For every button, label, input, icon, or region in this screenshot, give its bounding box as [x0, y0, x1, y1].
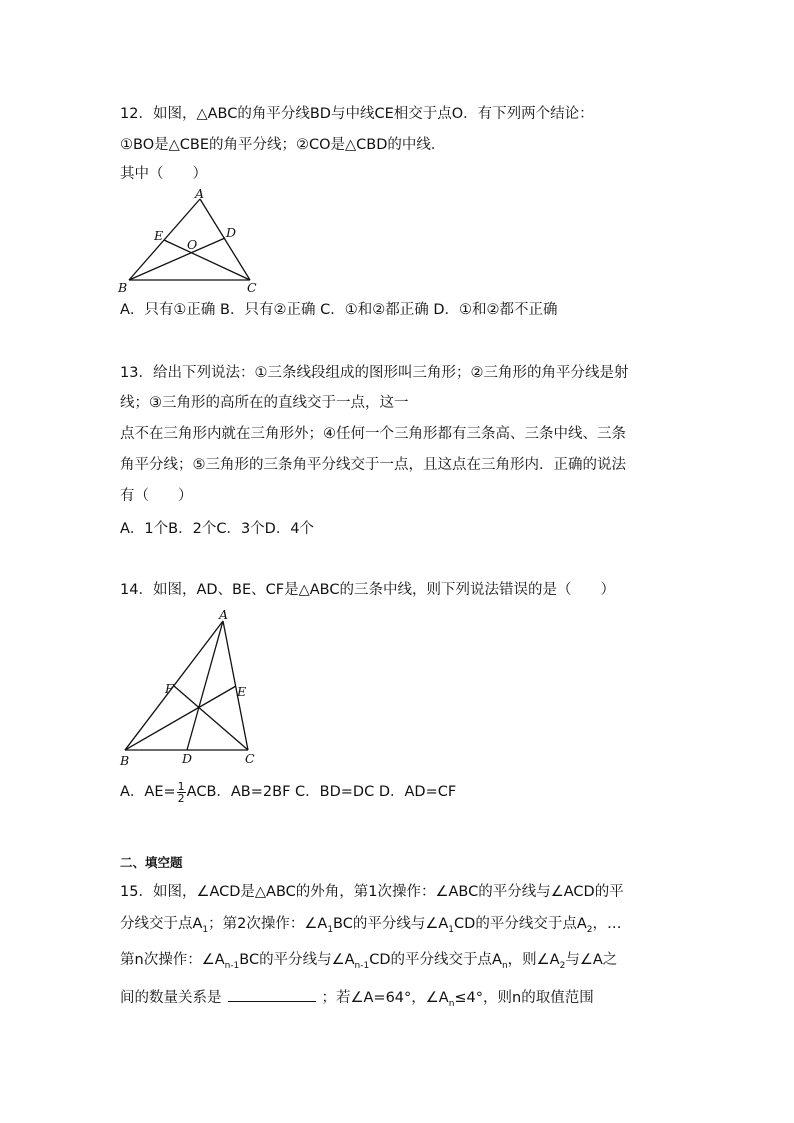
q14-label-c: C — [245, 751, 255, 766]
q14-label-d: D — [182, 751, 193, 766]
q15-line3-seg2: BC的平分线与∠A — [239, 952, 355, 968]
q14-fraction-denominator: 2 — [177, 791, 185, 805]
q15-line2-seg3: BC的平分线与∠A — [333, 916, 449, 932]
q14-median-ad — [187, 621, 223, 750]
q13-stem-line3: 点不在三角形内就在三角形外；④任何一个三角形都有三条高、三条中线、三条 — [120, 426, 626, 442]
q14-label-b: B — [120, 753, 130, 768]
q12-label-b: B — [118, 280, 128, 295]
q15-line3-seg3: CD的平分线交于点A — [369, 952, 502, 968]
section-title-fill-in: 二、填空题 — [120, 855, 183, 870]
q15-sub-1a: 1 — [202, 924, 209, 935]
q15-sub-na: n — [501, 960, 508, 971]
q15-line3-seg5: 与∠A之 — [565, 952, 618, 968]
q12-label-o: O — [187, 237, 198, 252]
q12-stem-line1: 12．如图，△ABC的角平分线BD与中线CE相交于点O．有下列两个结论： — [120, 106, 594, 122]
q14-label-f: F — [165, 681, 174, 696]
q15-line4-seg3: ≤4°，则n的取值范围 — [454, 990, 594, 1006]
q15-line4-seg1: 间的数量关系是 — [120, 990, 222, 1006]
q14-stem: 14．如图，AD、BE、CF是△ABC的三条中线，则下列说法错误的是（ ） — [120, 582, 615, 598]
q14-median-be — [125, 686, 236, 750]
q15-line2-seg1: 分线交于点A — [120, 916, 203, 932]
q15-sub-2b: 2 — [559, 960, 566, 971]
q14-option-a-prefix: A．AE= — [120, 784, 176, 800]
q15-line3-seg1: 第n次操作：∠A — [120, 952, 225, 968]
q15-sub-1b: 1 — [327, 924, 334, 935]
q14-side-ab — [125, 621, 223, 750]
q14-label-a: A — [219, 608, 229, 622]
q15-line2-seg2: ；第2次操作：∠A — [208, 916, 328, 932]
q15-sub-n1b: n-1 — [354, 960, 370, 971]
q15-sub-nb: n — [448, 998, 455, 1009]
q12-label-a: A — [195, 188, 205, 201]
q15-line2-seg5: ，… — [592, 916, 622, 932]
q15-sub-2a: 2 — [586, 924, 593, 935]
q12-label-d: D — [226, 225, 237, 240]
q12-bisector-bd — [129, 238, 225, 280]
q12-stem-line3: 其中（ ） — [120, 166, 207, 182]
q15-line2 — [120, 914, 621, 940]
q12-triangle-figure — [112, 188, 272, 298]
q12-options: A．只有①正确 B．只有②正确 C．①和②都正确 D．①和②都不正确 — [120, 302, 558, 318]
q15-line2-seg4: CD的平分线交于点A — [454, 916, 587, 932]
q15-answer-blank[interactable] — [228, 987, 316, 1002]
q12-stem-line2: ①BO是△CBE的角平分线；②CO是△CBD的中线． — [120, 137, 446, 153]
q14-fraction — [177, 781, 186, 804]
q15-line3 — [120, 950, 617, 976]
q14-options-rest: ACB．AB=2BF C．BD=DC D．AD=CF — [186, 784, 457, 800]
q15-sub-n1a: n-1 — [224, 960, 240, 971]
q15-sub-1c: 1 — [448, 924, 455, 935]
q15-line4-seg2: ；若∠A=64°，∠A — [321, 990, 449, 1006]
q13-options: A．1个B．2个C．3个D．4个 — [120, 521, 315, 537]
q12-label-c: C — [247, 280, 257, 295]
q13-stem-line1: 13．给出下列说法：①三条线段组成的图形叫三角形；②三角形的角平分线是射 — [120, 365, 629, 381]
q13-stem-line2: 线；③三角形的高所在的直线交于一点，这一 — [120, 395, 409, 411]
q14-triangle-figure — [112, 608, 272, 773]
q12-label-e: E — [154, 228, 164, 243]
q15-line4 — [120, 987, 594, 1014]
q14-label-e: E — [237, 684, 247, 699]
q15-line3-seg4: ，则∠A — [507, 952, 560, 968]
q14-options — [120, 780, 456, 804]
q14-fraction-numerator: 1 — [177, 779, 185, 793]
q15-line1: 15．如图，∠ACD是△ABC的外角，第1次操作：∠ABC的平分线与∠ACD的平 — [120, 884, 624, 900]
q13-stem-line5: 有（ ） — [120, 488, 193, 504]
q13-stem-line4: 角平分线；⑤三角形的三条角平分线交于一点，且这点在三角形内．正确的说法 — [120, 457, 626, 473]
